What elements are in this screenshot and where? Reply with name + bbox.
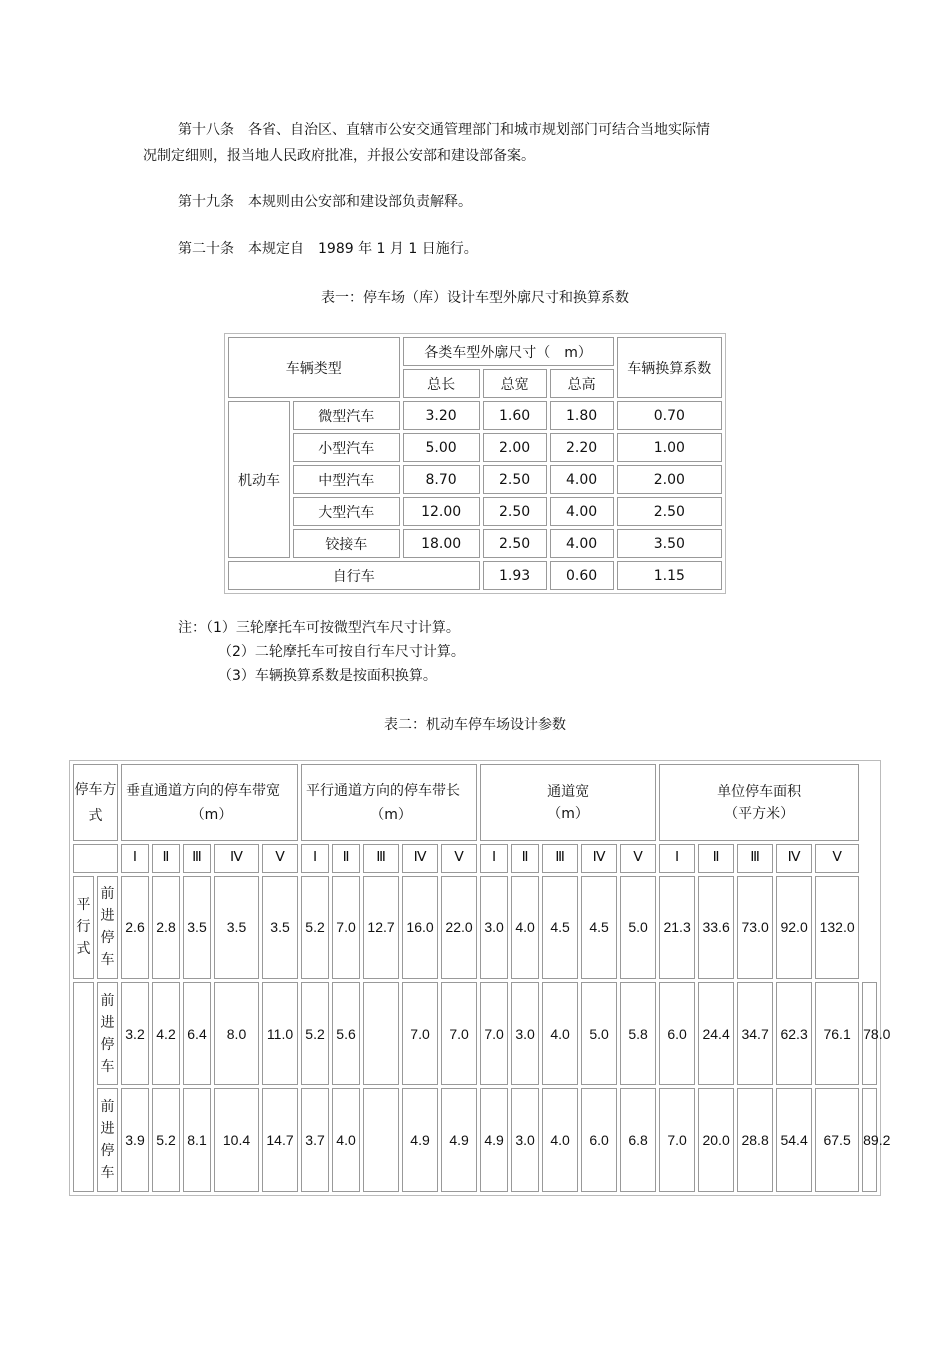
cell-value: 11.0 (262, 982, 298, 1085)
header-parking-mode: 停车方式 (73, 764, 118, 841)
cell-value: 21.3 (659, 876, 695, 979)
vehicle-height: 1.80 (550, 401, 614, 430)
cell-value: 62.3 (776, 982, 812, 1085)
header-width: 总宽 (483, 369, 547, 398)
roman-header: Ⅳ (402, 844, 438, 872)
cell-value: 54.4 (776, 1088, 812, 1192)
cell-value: 7.0 (332, 876, 360, 979)
header-vertical-band (121, 764, 298, 841)
roman-header: Ⅴ (815, 844, 859, 872)
cell-value: 4.0 (511, 876, 539, 979)
note-3: （3）车辆换算系数是按面积换算。 (218, 668, 437, 684)
vehicle-factor: 3.50 (617, 529, 722, 558)
header-parallel-band (301, 764, 477, 841)
vehicle-length: 18.00 (403, 529, 480, 558)
header-unit-area (659, 764, 859, 841)
roman-header: Ⅰ (480, 844, 508, 872)
vehicle-name: 铰接车 (293, 529, 400, 558)
table2-caption: 表二：机动车停车场设计参数 (384, 717, 566, 733)
cell-value: 5.8 (620, 982, 656, 1085)
parking-design-table (69, 760, 891, 1196)
cell-value: 6.8 (620, 1088, 656, 1192)
cell-value: 4.0 (542, 1088, 578, 1192)
vehicle-factor: 2.00 (617, 465, 722, 494)
vehicle-width: 2.50 (483, 497, 547, 526)
cell-value: 4.9 (480, 1088, 508, 1192)
cell-value (363, 1088, 399, 1192)
cell-value: 92.0 (776, 876, 812, 979)
cell-value: 132.0 (815, 876, 859, 979)
cell-value: 8.0 (214, 982, 259, 1085)
mode-forward: 前进停车 (97, 876, 118, 979)
cell-value: 4.5 (542, 876, 578, 979)
cell-value: 8.1 (183, 1088, 211, 1192)
cell-value: 3.5 (262, 876, 298, 979)
cell-value: 3.5 (183, 876, 211, 979)
cell-value: 6.0 (581, 1088, 617, 1192)
cell-value: 4.5 (581, 876, 617, 979)
vehicle-height: 4.00 (550, 465, 614, 494)
mode-parallel: 平行式 (73, 876, 94, 979)
cell-value: 3.0 (511, 1088, 539, 1192)
bicycle-width: 1.93 (483, 561, 547, 590)
vehicle-width: 2.50 (483, 465, 547, 494)
group-motor-vehicle: 机动车 (228, 401, 290, 558)
cell-value: 73.0 (737, 876, 773, 979)
vehicle-name: 中型汽车 (293, 465, 400, 494)
mode-blank (73, 982, 94, 1192)
bicycle-height: 0.60 (550, 561, 614, 590)
cell-value: 89.2 (862, 1088, 877, 1192)
cell-value: 78.0 (862, 982, 877, 1085)
cell-value: 4.0 (332, 1088, 360, 1192)
roman-header: Ⅳ (581, 844, 617, 872)
cell-value: 34.7 (737, 982, 773, 1085)
cell-value: 5.2 (301, 876, 329, 979)
roman-header: Ⅳ (776, 844, 812, 872)
note-1: 注：（1）三轮摩托车可按微型汽车尺寸计算。 (178, 620, 460, 636)
vehicle-name: 微型汽车 (293, 401, 400, 430)
roman-header: Ⅱ (152, 844, 180, 872)
cell-value: 3.9 (121, 1088, 149, 1192)
vehicle-length: 3.20 (403, 401, 480, 430)
roman-header: Ⅰ (301, 844, 329, 872)
vehicle-height: 4.00 (550, 497, 614, 526)
notes (178, 616, 465, 688)
article-18-line2: 况制定细则，报当地人民政府批准，并报公安部和建设部备案。 (143, 148, 535, 164)
header-aisle-width (480, 764, 656, 841)
vehicle-name: 大型汽车 (293, 497, 400, 526)
cell-value: 4.9 (402, 1088, 438, 1192)
cell-value: 5.6 (332, 982, 360, 1085)
cell-value: 4.0 (542, 982, 578, 1085)
cell-value: 33.6 (698, 876, 734, 979)
header-length: 总长 (403, 369, 480, 398)
cell-value: 20.0 (698, 1088, 734, 1192)
cell-value: 5.2 (152, 1088, 180, 1192)
roman-header: Ⅰ (659, 844, 695, 872)
header-height: 总高 (550, 369, 614, 398)
roman-header: Ⅲ (737, 844, 773, 872)
bicycle-factor: 1.15 (617, 561, 722, 590)
vehicle-dimension-table (224, 333, 726, 594)
roman-header: Ⅲ (542, 844, 578, 872)
header-parallel-band-unit: （m） (370, 806, 412, 823)
roman-header: Ⅱ (332, 844, 360, 872)
header-aisle-width-label: 通道宽 (547, 783, 590, 800)
article-19: 第十九条 本规则由公安部和建设部负责解释。 (178, 194, 472, 210)
cell-value: 16.0 (402, 876, 438, 979)
mode-forward: 前进停车 (97, 1088, 118, 1192)
cell-value: 4.9 (441, 1088, 477, 1192)
bicycle-name: 自行车 (228, 561, 480, 590)
vehicle-length: 8.70 (403, 465, 480, 494)
cell-value: 5.0 (581, 982, 617, 1085)
vehicle-width: 2.50 (483, 529, 547, 558)
vehicle-factor: 1.00 (617, 433, 722, 462)
header-vertical-band-unit: （m） (190, 806, 233, 823)
header-vehicle-type: 车辆类型 (228, 337, 400, 398)
cell-value: 28.8 (737, 1088, 773, 1192)
cell-value: 3.5 (214, 876, 259, 979)
roman-header: Ⅲ (183, 844, 211, 872)
cell-value: 12.7 (363, 876, 399, 979)
roman-header: Ⅱ (511, 844, 539, 872)
roman-header: Ⅴ (441, 844, 477, 872)
cell-value: 2.8 (152, 876, 180, 979)
vehicle-name: 小型汽车 (293, 433, 400, 462)
cell-value: 5.0 (620, 876, 656, 979)
header-unit-area-unit: （平方米） (724, 805, 795, 822)
cell-value: 7.0 (659, 1088, 695, 1192)
cell-value: 7.0 (480, 982, 508, 1085)
table1-caption: 表一：停车场（库）设计车型外廓尺寸和换算系数 (321, 290, 629, 306)
cell-value: 4.2 (152, 982, 180, 1085)
cell-value: 67.5 (815, 1088, 859, 1192)
roman-header: Ⅲ (363, 844, 399, 872)
article-18-line1: 第十八条 各省、自治区、直辖市公安交通管理部门和城市规划部门可结合当地实际情 (178, 122, 710, 138)
vehicle-height: 2.20 (550, 433, 614, 462)
cell-value: 14.7 (262, 1088, 298, 1192)
vehicle-factor: 0.70 (617, 401, 722, 430)
cell-value (363, 982, 399, 1085)
vehicle-factor: 2.50 (617, 497, 722, 526)
roman-spacer (73, 844, 118, 872)
cell-value: 3.0 (511, 982, 539, 1085)
vehicle-length: 12.00 (403, 497, 480, 526)
cell-value: 7.0 (402, 982, 438, 1085)
cell-value: 24.4 (698, 982, 734, 1085)
mode-forward: 前进停车 (97, 982, 118, 1085)
cell-value: 6.4 (183, 982, 211, 1085)
vehicle-height: 4.00 (550, 529, 614, 558)
cell-value: 22.0 (441, 876, 477, 979)
vehicle-width: 2.00 (483, 433, 547, 462)
cell-value: 5.2 (301, 982, 329, 1085)
header-factor: 车辆换算系数 (617, 337, 722, 398)
header-unit-area-label: 单位停车面积 (717, 783, 802, 800)
cell-value: 76.1 (815, 982, 859, 1085)
roman-header: Ⅴ (262, 844, 298, 872)
cell-value: 3.7 (301, 1088, 329, 1192)
vehicle-width: 1.60 (483, 401, 547, 430)
cell-value: 10.4 (214, 1088, 259, 1192)
note-2: （2）二轮摩托车可按自行车尺寸计算。 (218, 644, 465, 660)
header-vertical-band-label: 垂直通道方向的停车带宽 (126, 782, 280, 799)
header-dimensions: 各类车型外廓尺寸（ m） (403, 337, 614, 366)
article-20: 第二十条 本规定自 1989 年 1 月 1 日施行。 (178, 241, 478, 257)
cell-value: 3.0 (480, 876, 508, 979)
cell-value: 2.6 (121, 876, 149, 979)
header-parallel-band-label: 平行通道方向的停车带长 (306, 782, 461, 799)
cell-value: 7.0 (441, 982, 477, 1085)
vehicle-length: 5.00 (403, 433, 480, 462)
header-aisle-width-unit: （m） (547, 805, 589, 822)
roman-header: Ⅰ (121, 844, 149, 872)
roman-header: Ⅴ (620, 844, 656, 872)
roman-header: Ⅳ (214, 844, 259, 872)
roman-header: Ⅱ (698, 844, 734, 872)
cell-value: 3.2 (121, 982, 149, 1085)
cell-value: 6.0 (659, 982, 695, 1085)
